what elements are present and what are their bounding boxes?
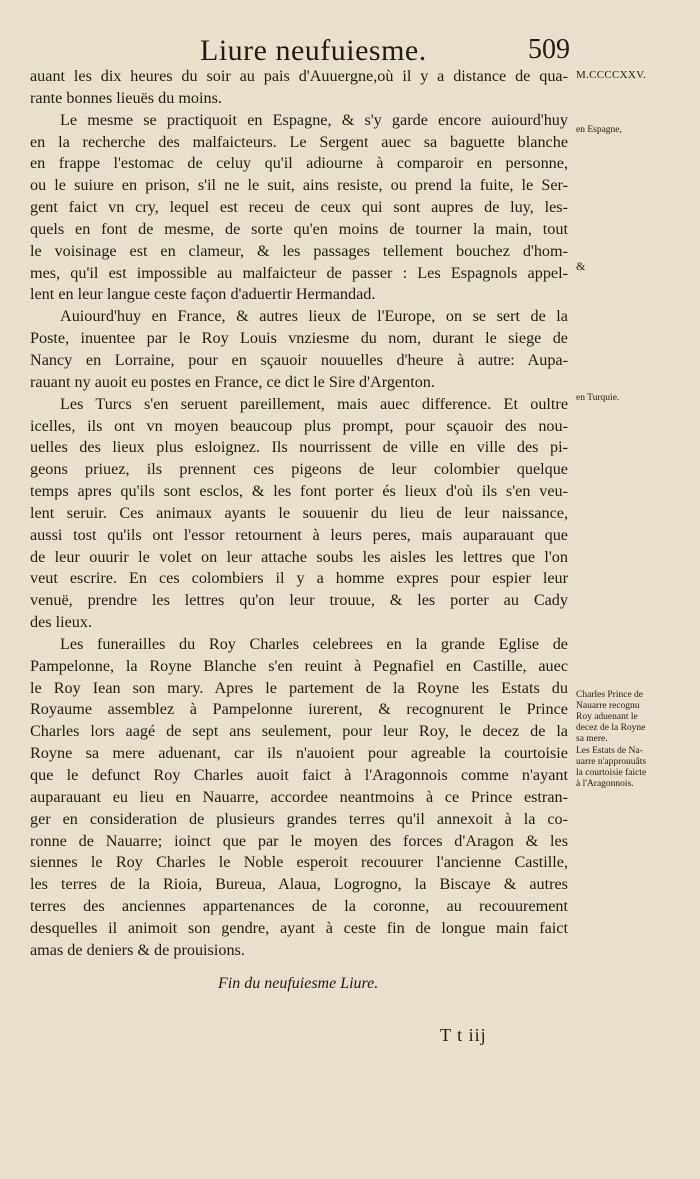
text-line: siennes le Roy Charles le Noble esperoit recouurer l'ancienne Castille, <box>30 853 568 872</box>
margin-note-estats <box>576 746 694 790</box>
text-line: Nancy en Lorraine, pour en sçauoir nouuelles d'heure à autre: Aupa- <box>30 350 568 369</box>
margin-note-line: Charles Prince de <box>576 690 644 700</box>
margin-note-line: Roy aduenant le <box>576 712 638 722</box>
text-line: Poste, inuentee par le Roy Louis vnziesme du nom, durant le siege de <box>30 329 568 348</box>
page-number: 509 <box>528 34 570 65</box>
margin-note-line: à l'Aragonnois. <box>576 779 634 789</box>
text-line: geons priuez, ils prennent ces pigeons de leur colombier quelque <box>30 460 568 479</box>
text-line: Le mesme se practiquoit en Espagne, & s'y garde encore auiourd'huy <box>60 110 568 129</box>
text-line: amas de deniers & de prouisions. <box>30 940 245 959</box>
text-line: en la recherche des malfaicteurs. Le Sergent auec sa baguette blanche <box>30 132 568 151</box>
text-line: icelles, ils ont vn moyen beaucoup plus prompt, pour sçauoir des nou- <box>30 416 568 435</box>
margin-note-line: la courtoisie faicte <box>576 768 647 778</box>
text-line: Les funerailles du Roy Charles celebrees en la grande Eglise de <box>60 634 568 653</box>
text-line: en frappe l'estomac de celuy qu'il adiourne à comparoir en personne, <box>30 154 568 173</box>
margin-note-line: decez de la Royne <box>576 723 646 733</box>
margin-note-line: sa mere. <box>576 734 608 744</box>
text-line: lent en leur langue ceste façon d'aduertir Hermandad. <box>30 285 376 304</box>
text-line: le voisinage est en clameur, & les passages tellement bouchez d'hom- <box>30 241 568 260</box>
text-line: les terres de la Rioia, Bureua, Alaua, Logrogno, la Biscaye & autres <box>30 875 568 894</box>
text-line: uelles des lieux plus esloignez. Ils nourrissent de ville en ville des pi- <box>30 438 568 457</box>
text-line: venuë, prendre les lettres qu'on leur trouue, & les porter au Cady <box>30 591 568 610</box>
text-line: rante bonnes lieuës du moins. <box>30 88 222 107</box>
text-line: des lieux. <box>30 613 93 632</box>
text-line: Les Turcs s'en seruent pareillement, mais auec difference. Et oultre <box>60 394 568 413</box>
text-line: le Roy Iean son mary. Apres le partement de la Royne les Estats du <box>30 678 568 697</box>
margin-note-line: Nauarre recognu <box>576 701 640 711</box>
margin-note-line: Les Estats de Na- <box>576 746 643 756</box>
text-line: veut escrire. En ces colombiers il y a homme expres pour espier leur <box>30 569 568 588</box>
text-line: ronne de Nauarre; ioinct que par le moyen des forces d'Aragon & les <box>30 831 568 850</box>
text-line: terres des anciennes appartenances de la coronne, au recouurement <box>30 897 568 916</box>
margin-note-ampersand: & <box>576 259 586 273</box>
text-line: de leur ouurir le volet on leur attache soubs les aisles les lettres que l'on <box>30 547 568 566</box>
signature-mark: T t iij <box>440 1025 487 1045</box>
margin-note-year: M.CCCCXXV. <box>576 69 647 81</box>
text-line: rauant ny auoit eu postes en France, ce dict le Sire d'Argenton. <box>30 372 435 391</box>
text-line: Royaume assemblez à Pampelonne iurerent, & recognurent le Prince <box>30 700 568 719</box>
text-line: temps apres qu'ils sont esclos, & les font porter és lieux d'où ils s'en veu- <box>30 482 568 501</box>
text-line: ger en consideration de plusieurs grandes terres qu'il annexoit à la co- <box>30 809 568 828</box>
text-line: desquelles il animoit son gendre, ayant à ceste fin de longue main faict <box>30 918 568 937</box>
text-line: Pampelonne, la Royne Blanche s'en reuint à Pegnafiel en Castille, auec <box>30 656 568 675</box>
main-text-block <box>30 66 568 962</box>
margin-note-espagne: en Espagne, <box>576 125 622 135</box>
text-line: lent seruir. Ces animaux ayants le souuenir du lieu de leur naissance, <box>30 503 568 522</box>
text-line: mes, qu'il est impossible au malfaicteur de passer : Les Espagnols appel- <box>30 263 568 282</box>
margin-note-line: uarre n'approuuâts <box>576 757 647 767</box>
running-title: Liure neufuiesme. <box>200 34 427 67</box>
text-line: auparauant eu lieu en Nauarre, accordee neantmoins à ce Prince estran- <box>30 787 568 806</box>
text-line: Royne sa mere aduenant, car ils n'auoient pour agreable la courtoisie <box>30 744 568 763</box>
text-line: que le defunct Roy Charles auoit faict à l'Aragonnois comme n'ayant <box>30 766 568 784</box>
finis-line: Fin du neufuiesme Liure. <box>218 975 379 992</box>
running-header <box>30 30 570 70</box>
margin-note-turquie: en Turquie. <box>576 393 620 403</box>
text-line: Auiourd'huy en France, & autres lieux de l'Europe, on se sert de la <box>60 307 568 326</box>
margin-note-charles <box>576 690 694 745</box>
text-line: gent faict vn cry, lequel est receu de ceux qui sont aupres de luy, les- <box>30 198 568 217</box>
text-line: auant les dix heures du soir au pais d'Auuergne,où il y a distance de qua- <box>30 67 568 85</box>
text-line: aussi tost qu'ils ont l'essor retournent à leurs peres, mais auparauant que <box>30 525 568 544</box>
text-line: ou le suiure en prison, s'il ne le suit, ains resiste, ou prend la fuite, le Ser- <box>30 176 568 195</box>
text-line: Charles lors aagé de sept ans seulement, pour leur Roy, le decez de la <box>30 722 568 741</box>
text-line: quels en font de mesme, de sorte qu'en moins de tourner la main, tout <box>30 219 568 238</box>
